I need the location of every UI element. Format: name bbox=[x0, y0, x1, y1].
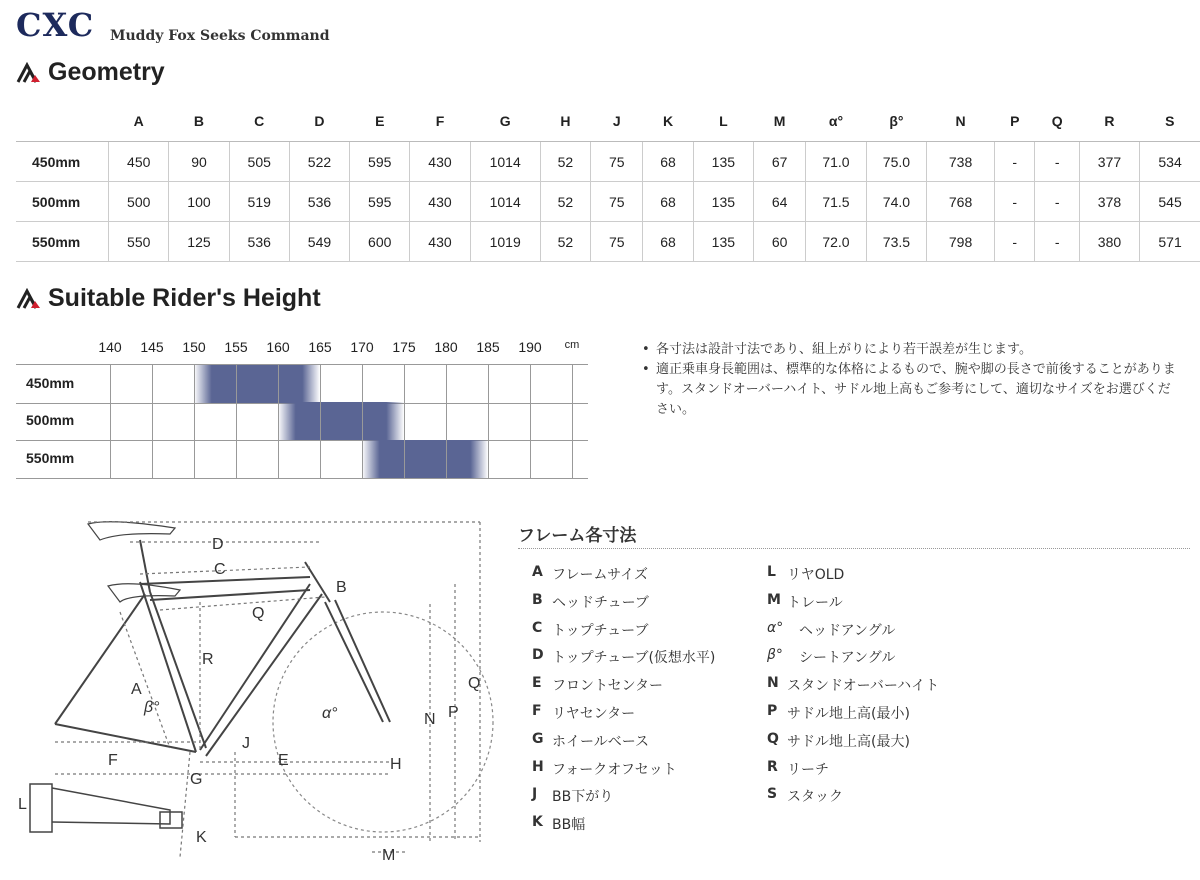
note-item: • 各寸法は設計寸法であり、組上がりにより若干誤差が生じます。 bbox=[640, 340, 1180, 360]
brand-mark-icon bbox=[16, 288, 42, 310]
table-cell: 378 bbox=[1079, 182, 1139, 222]
grid-cell bbox=[152, 440, 194, 478]
table-cell: - bbox=[994, 142, 1035, 182]
table-cell: 67 bbox=[753, 142, 805, 182]
grid-cell bbox=[236, 402, 278, 440]
legend-item bbox=[767, 731, 1007, 759]
column-header: K bbox=[643, 101, 693, 142]
legend-label: トップチューブ bbox=[552, 622, 649, 639]
table-cell: 52 bbox=[540, 182, 590, 222]
table-cell: 1014 bbox=[470, 142, 540, 182]
legend-label: スタンドオーバーハイト bbox=[787, 678, 940, 695]
grid-cell bbox=[278, 365, 320, 403]
grid-cell bbox=[530, 402, 572, 440]
table-cell: 52 bbox=[540, 142, 590, 182]
saddle-high bbox=[88, 522, 175, 540]
table-cell: 450 bbox=[109, 142, 169, 182]
legend-label: ホイールベース bbox=[552, 733, 650, 750]
table-cell: 549 bbox=[289, 222, 349, 262]
column-header: H bbox=[540, 101, 590, 142]
grid-cell bbox=[320, 440, 362, 478]
legend-key: D bbox=[532, 647, 544, 664]
frame-diagram bbox=[10, 512, 510, 872]
grid-cell bbox=[236, 440, 278, 478]
frame-dimensions-title: フレーム各寸法 bbox=[518, 526, 637, 546]
dimension-lines bbox=[55, 522, 480, 857]
rider-height-title: Suitable Rider's Height bbox=[48, 284, 321, 312]
legend-label: フォークオフセット bbox=[552, 761, 677, 778]
legend-key: P bbox=[767, 702, 778, 719]
height-tick: 155 bbox=[224, 339, 248, 355]
table-cell: 550 bbox=[109, 222, 169, 262]
legend-item bbox=[767, 564, 1007, 592]
diagram-label-K: K bbox=[196, 829, 207, 846]
column-header: G bbox=[470, 101, 540, 142]
height-tick: 190 bbox=[518, 339, 542, 355]
table-cell: 135 bbox=[693, 222, 753, 262]
diagram-label-N: N bbox=[424, 711, 436, 728]
grid-cell bbox=[194, 365, 236, 403]
legend-key: B bbox=[532, 591, 543, 608]
row-size-label: 500mm bbox=[16, 182, 109, 222]
geometry-heading bbox=[16, 58, 165, 87]
table-cell: - bbox=[1035, 222, 1079, 262]
diagram-label-P: P bbox=[448, 704, 459, 721]
legend-item bbox=[532, 703, 752, 731]
column-header: C bbox=[229, 101, 289, 142]
grid-cell bbox=[404, 440, 446, 478]
grid-cell bbox=[446, 440, 488, 478]
rider-height-grid bbox=[16, 364, 588, 480]
grid-cell bbox=[110, 402, 152, 440]
table-cell: - bbox=[1035, 182, 1079, 222]
grid-cell bbox=[488, 402, 530, 440]
brand-mark-icon bbox=[16, 62, 42, 84]
table-cell: - bbox=[994, 222, 1035, 262]
diagram-labels bbox=[18, 536, 480, 864]
grid-cell bbox=[152, 365, 194, 403]
legend-left bbox=[532, 564, 752, 842]
height-tick: 175 bbox=[392, 339, 416, 355]
column-header: A bbox=[109, 101, 169, 142]
legend-label: トップチューブ(仮想水平) bbox=[552, 650, 716, 667]
legend-key: E bbox=[532, 675, 542, 692]
column-header: P bbox=[994, 101, 1035, 142]
column-header: F bbox=[410, 101, 470, 142]
grid-cell bbox=[404, 365, 446, 403]
column-header: S bbox=[1140, 101, 1200, 142]
grid-cell bbox=[320, 365, 362, 403]
grid-cell bbox=[110, 365, 152, 403]
legend-item bbox=[532, 564, 752, 592]
divider bbox=[518, 548, 1190, 549]
grid-cell bbox=[278, 440, 320, 478]
diagram-label-beta: β° bbox=[144, 699, 160, 716]
table-cell: 60 bbox=[753, 222, 805, 262]
legend-key: J bbox=[532, 786, 538, 803]
column-header: B bbox=[169, 101, 229, 142]
diagram-label-G: G bbox=[190, 771, 203, 788]
legend-key: N bbox=[767, 675, 779, 692]
table-cell: 68 bbox=[643, 182, 693, 222]
notes bbox=[640, 340, 1180, 420]
grid-cell bbox=[530, 365, 572, 403]
diagram-label-A: A bbox=[131, 681, 142, 698]
diagram-label-D: D bbox=[212, 536, 224, 553]
grid-cell bbox=[236, 365, 278, 403]
size-column-header bbox=[16, 101, 109, 142]
table-cell: 380 bbox=[1079, 222, 1139, 262]
grid-cell bbox=[152, 402, 194, 440]
grid-cell bbox=[572, 365, 614, 403]
table-cell: 71.0 bbox=[806, 142, 866, 182]
table-cell: 571 bbox=[1140, 222, 1200, 262]
legend-item bbox=[532, 592, 752, 620]
table-cell: - bbox=[1035, 142, 1079, 182]
table-cell: 64 bbox=[753, 182, 805, 222]
frame-top-view bbox=[30, 784, 182, 832]
table-cell: 768 bbox=[927, 182, 995, 222]
table-cell: 75 bbox=[591, 142, 643, 182]
table-cell: - bbox=[994, 182, 1035, 222]
height-row bbox=[16, 440, 588, 479]
legend-label: サドル地上高(最大) bbox=[787, 733, 910, 750]
height-tick: 140 bbox=[98, 339, 122, 355]
table-cell: 135 bbox=[693, 142, 753, 182]
legend-key: Q bbox=[767, 730, 779, 747]
diagram-label-R: Q bbox=[252, 605, 265, 622]
column-header: M bbox=[753, 101, 805, 142]
diagram-label-alpha: α° bbox=[322, 705, 338, 722]
grid-cell bbox=[362, 365, 404, 403]
table-cell: 75 bbox=[591, 182, 643, 222]
legend-key: β° bbox=[767, 647, 783, 664]
column-header: D bbox=[289, 101, 349, 142]
table-cell: 430 bbox=[410, 182, 470, 222]
geometry-header-row bbox=[16, 101, 1200, 142]
table-cell: 125 bbox=[169, 222, 229, 262]
table-cell: 595 bbox=[350, 182, 410, 222]
column-header: Q bbox=[1035, 101, 1079, 142]
table-cell: 545 bbox=[1140, 182, 1200, 222]
diagram-label-S: R bbox=[202, 651, 214, 668]
legend-key: G bbox=[532, 730, 544, 747]
grid-cell bbox=[320, 402, 362, 440]
legend-key: α° bbox=[767, 619, 784, 636]
table-cell: 73.5 bbox=[866, 222, 926, 262]
legend-label: BB下がり bbox=[552, 789, 614, 806]
legend-label: ヘッドチューブ bbox=[552, 594, 649, 611]
height-row-label: 550mm bbox=[26, 450, 75, 466]
grid-cell bbox=[362, 402, 404, 440]
legend-item bbox=[767, 620, 1007, 648]
legend-item bbox=[767, 703, 1007, 731]
legend-item bbox=[532, 731, 752, 759]
legend-label: サドル地上高(最小) bbox=[787, 705, 910, 722]
legend-key: S bbox=[767, 786, 778, 803]
column-header: J bbox=[591, 101, 643, 142]
legend-label: トレール bbox=[787, 594, 843, 611]
height-tick: 170 bbox=[350, 339, 374, 355]
legend-item bbox=[532, 786, 752, 814]
grid-cell bbox=[572, 402, 614, 440]
legend-item bbox=[532, 814, 752, 842]
height-tick: 160 bbox=[266, 339, 290, 355]
table-cell: 72.0 bbox=[806, 222, 866, 262]
table-cell: 519 bbox=[229, 182, 289, 222]
row-size-label: 450mm bbox=[16, 142, 109, 182]
column-header: N bbox=[927, 101, 995, 142]
table-cell: 74.0 bbox=[866, 182, 926, 222]
note-item: • 適正乗車身長範囲は、標準的な体格によるもので、腕や脚の長さで前後することがあります。スタンドオーバーハイト、サドル地上高もご参考にして、適切なサイズをお選びください。 bbox=[640, 360, 1180, 420]
legend-right bbox=[767, 564, 1007, 814]
table-row bbox=[16, 182, 1200, 222]
column-header: L bbox=[693, 101, 753, 142]
legend-label: スタック bbox=[787, 789, 843, 806]
table-cell: 522 bbox=[289, 142, 349, 182]
grid-cell bbox=[530, 440, 572, 478]
legend-item bbox=[532, 675, 752, 703]
grid-cell bbox=[446, 402, 488, 440]
table-cell: 798 bbox=[927, 222, 995, 262]
row-size-label: 550mm bbox=[16, 222, 109, 262]
grid-cell bbox=[194, 440, 236, 478]
column-header: E bbox=[350, 101, 410, 142]
diagram-label-H: H bbox=[390, 756, 402, 773]
column-header: R bbox=[1079, 101, 1139, 142]
grid-cell bbox=[488, 365, 530, 403]
height-tick: 180 bbox=[434, 339, 458, 355]
height-row bbox=[16, 402, 588, 441]
legend-item bbox=[532, 647, 752, 675]
grid-cell bbox=[572, 440, 614, 478]
legend-label: フロントセンター bbox=[552, 678, 664, 695]
legend-label: ヘッドアングル bbox=[799, 622, 896, 639]
table-cell: 430 bbox=[410, 142, 470, 182]
table-cell: 595 bbox=[350, 142, 410, 182]
legend-key: L bbox=[767, 564, 776, 580]
table-cell: 1019 bbox=[470, 222, 540, 262]
legend-label: フレームサイズ bbox=[552, 567, 649, 583]
diagram-label-B: B bbox=[336, 579, 347, 596]
legend-label: リヤセンター bbox=[552, 705, 636, 722]
diagram-label-C: C bbox=[214, 561, 226, 578]
height-tick: 145 bbox=[140, 339, 164, 355]
brand-logo: CXC bbox=[16, 6, 95, 44]
diagram-label-J: J bbox=[242, 735, 250, 752]
table-cell: 534 bbox=[1140, 142, 1200, 182]
table-row bbox=[16, 142, 1200, 182]
height-tick: 150 bbox=[182, 339, 206, 355]
table-cell: 75.0 bbox=[866, 142, 926, 182]
diagram-label-M: M bbox=[382, 847, 396, 864]
table-cell: 68 bbox=[643, 142, 693, 182]
grid-cell bbox=[362, 440, 404, 478]
table-cell: 505 bbox=[229, 142, 289, 182]
grid-cell bbox=[446, 365, 488, 403]
legend-label: リヤOLD bbox=[787, 567, 845, 583]
height-scale bbox=[96, 339, 596, 357]
legend-item bbox=[532, 759, 752, 787]
diagram-label-F: F bbox=[108, 752, 118, 769]
legend-key: H bbox=[532, 758, 544, 775]
legend-key: M bbox=[767, 591, 781, 608]
legend-key: F bbox=[532, 702, 542, 719]
legend-key: K bbox=[532, 814, 543, 831]
table-cell: 90 bbox=[169, 142, 229, 182]
height-tick: 165 bbox=[308, 339, 332, 355]
table-cell: 68 bbox=[643, 222, 693, 262]
legend-label: シートアングル bbox=[799, 650, 896, 667]
table-cell: 430 bbox=[410, 222, 470, 262]
table-cell: 1014 bbox=[470, 182, 540, 222]
column-header: α° bbox=[806, 101, 866, 142]
table-cell: 536 bbox=[289, 182, 349, 222]
legend-item bbox=[767, 647, 1007, 675]
column-header: β° bbox=[866, 101, 926, 142]
model-name: Muddy Fox Seeks Command bbox=[110, 28, 330, 44]
diagram-label-L: L bbox=[18, 796, 27, 813]
table-cell: 738 bbox=[927, 142, 995, 182]
table-cell: 71.5 bbox=[806, 182, 866, 222]
geometry-title: Geometry bbox=[48, 58, 165, 86]
grid-cell bbox=[194, 402, 236, 440]
table-cell: 135 bbox=[693, 182, 753, 222]
table-cell: 100 bbox=[169, 182, 229, 222]
legend-item bbox=[767, 786, 1007, 814]
table-cell: 600 bbox=[350, 222, 410, 262]
table-cell: 377 bbox=[1079, 142, 1139, 182]
grid-cell bbox=[404, 402, 446, 440]
height-unit: cm bbox=[564, 339, 580, 351]
height-row-label: 450mm bbox=[26, 375, 75, 391]
height-row-label: 500mm bbox=[26, 412, 75, 428]
legend-item bbox=[532, 620, 752, 648]
table-cell: 75 bbox=[591, 222, 643, 262]
geometry-table bbox=[16, 101, 1200, 262]
legend-item bbox=[767, 675, 1007, 703]
diagram-label-Q: Q bbox=[468, 675, 481, 692]
height-tick: 185 bbox=[476, 339, 500, 355]
legend-label: リーチ bbox=[787, 761, 829, 778]
table-cell: 52 bbox=[540, 222, 590, 262]
legend-key: R bbox=[767, 758, 778, 775]
table-cell: 536 bbox=[229, 222, 289, 262]
diagram-label-E: E bbox=[278, 752, 289, 769]
rider-height-heading bbox=[16, 284, 321, 313]
legend-key: A bbox=[532, 564, 543, 580]
legend-label: BB幅 bbox=[552, 817, 586, 834]
legend-key: C bbox=[532, 619, 543, 636]
legend-item bbox=[767, 759, 1007, 787]
grid-cell bbox=[488, 440, 530, 478]
grid-cell bbox=[278, 402, 320, 440]
table-row bbox=[16, 222, 1200, 262]
legend-item bbox=[767, 592, 1007, 620]
table-cell: 500 bbox=[109, 182, 169, 222]
height-row bbox=[16, 364, 588, 404]
grid-cell bbox=[110, 440, 152, 478]
